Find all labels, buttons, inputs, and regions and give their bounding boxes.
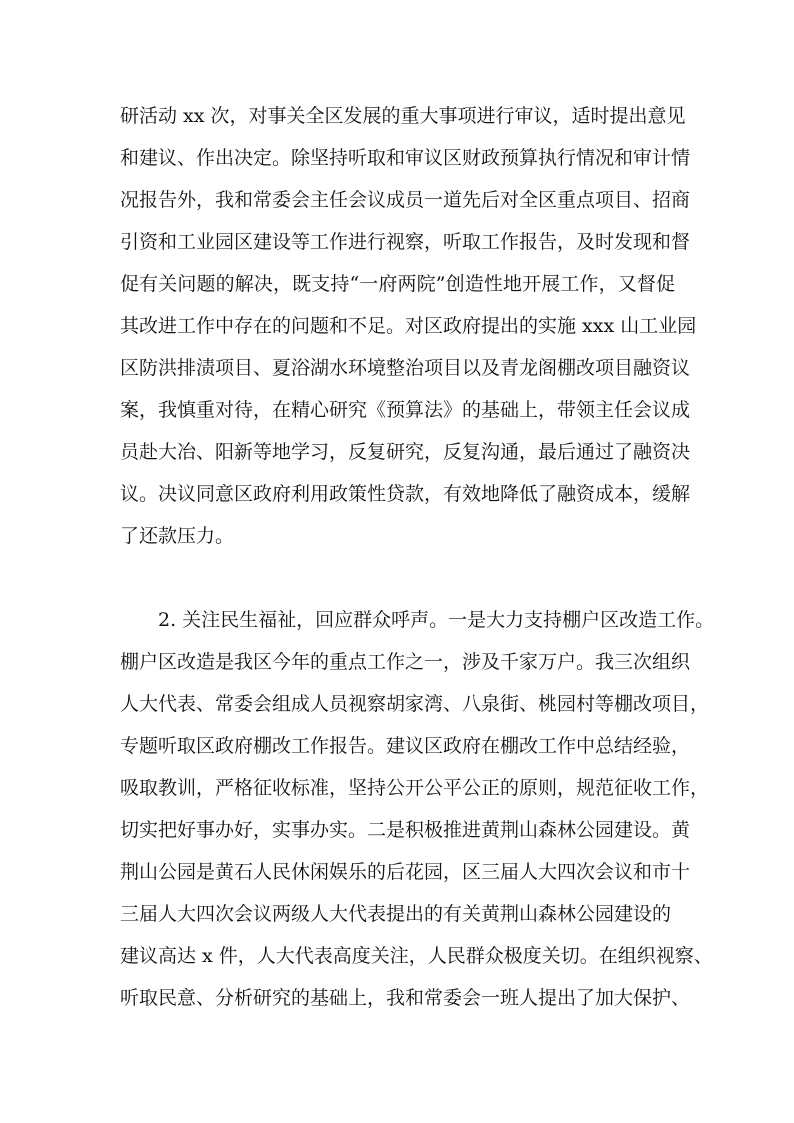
paragraph-1-line-6: 其改进工作中存在的问题和不足。对区政府提出的实施 xxx 山工业园 bbox=[120, 315, 697, 337]
paragraph-1-line-10: 议。决议同意区政府利用政策性贷款，有效地降低了融资成本，缓解 bbox=[120, 483, 691, 505]
paragraph-1-line-9: 员赴大冶、阳新等地学习，反复研究，反复沟通，最后通过了融资决 bbox=[120, 441, 691, 463]
paragraph-2-line-6: 切实把好事办好，实事办实。二是积极推进黄荆山森林公园建设。黄 bbox=[120, 819, 691, 841]
paragraph-2-line-1: 2. 关注民生福祉，回应群众呼声。一是大力支持棚户区改造工作。 bbox=[158, 609, 715, 631]
paragraph-1-line-2: 和建议、作出决定。除坚持听取和审议区财政预算执行情况和审计情 bbox=[120, 147, 691, 169]
paragraph-1-line-5: 促有关问题的解决，既支持“一府两院”创造性地开展工作，又督促 bbox=[120, 273, 675, 295]
paragraph-1-line-7: 区防洪排渍项目、夏浴湖水环境整治项目以及青龙阁棚改项目融资议 bbox=[120, 357, 691, 379]
paragraph-2-line-2: 棚户区改造是我区今年的重点工作之一，涉及千家万户。我三次组织 bbox=[120, 651, 691, 673]
paragraph-1-line-11: 了还款压力。 bbox=[120, 525, 235, 547]
paragraph-2-line-5: 吸取教训，严格征收标准，坚持公开公平公正的原则，规范征收工作， bbox=[120, 777, 710, 799]
paragraph-1-line-1: 研活动 xx 次，对事关全区发展的重大事项进行审议，适时提出意见 bbox=[120, 105, 686, 127]
paragraph-1-line-8: 案，我慎重对待，在精心研究《预算法》的基础上，带领主任会议成 bbox=[120, 399, 691, 421]
paragraph-2-line-8: 三届人大四次会议两级人大代表提出的有关黄荆山森林公园建设的 bbox=[120, 903, 672, 925]
paragraph-2-line-3: 人大代表、常委会组成人员视察胡家湾、八泉街、桃园村等棚改项目， bbox=[120, 693, 710, 715]
paragraph-1-line-4: 引资和工业园区建设等工作进行视察，听取工作报告，及时发现和督 bbox=[120, 231, 691, 253]
paragraph-2-line-4: 专题听取区政府棚改工作报告。建议区政府在棚改工作中总结经验， bbox=[120, 735, 691, 757]
paragraph-1-line-3: 况报告外，我和常委会主任会议成员一道先后对全区重点项目、招商 bbox=[120, 189, 691, 211]
paragraph-2-line-7: 荆山公园是黄石人民休闲娱乐的后花园，区三届人大四次会议和市十 bbox=[120, 861, 691, 883]
paragraph-2-line-10: 听取民意、分析研究的基础上，我和常委会一班人提出了加大保护、 bbox=[120, 987, 691, 1009]
paragraph-2-line-9: 建议高达 x 件，人大代表高度关注，人民群众极度关切。在组织视察、 bbox=[120, 945, 713, 967]
